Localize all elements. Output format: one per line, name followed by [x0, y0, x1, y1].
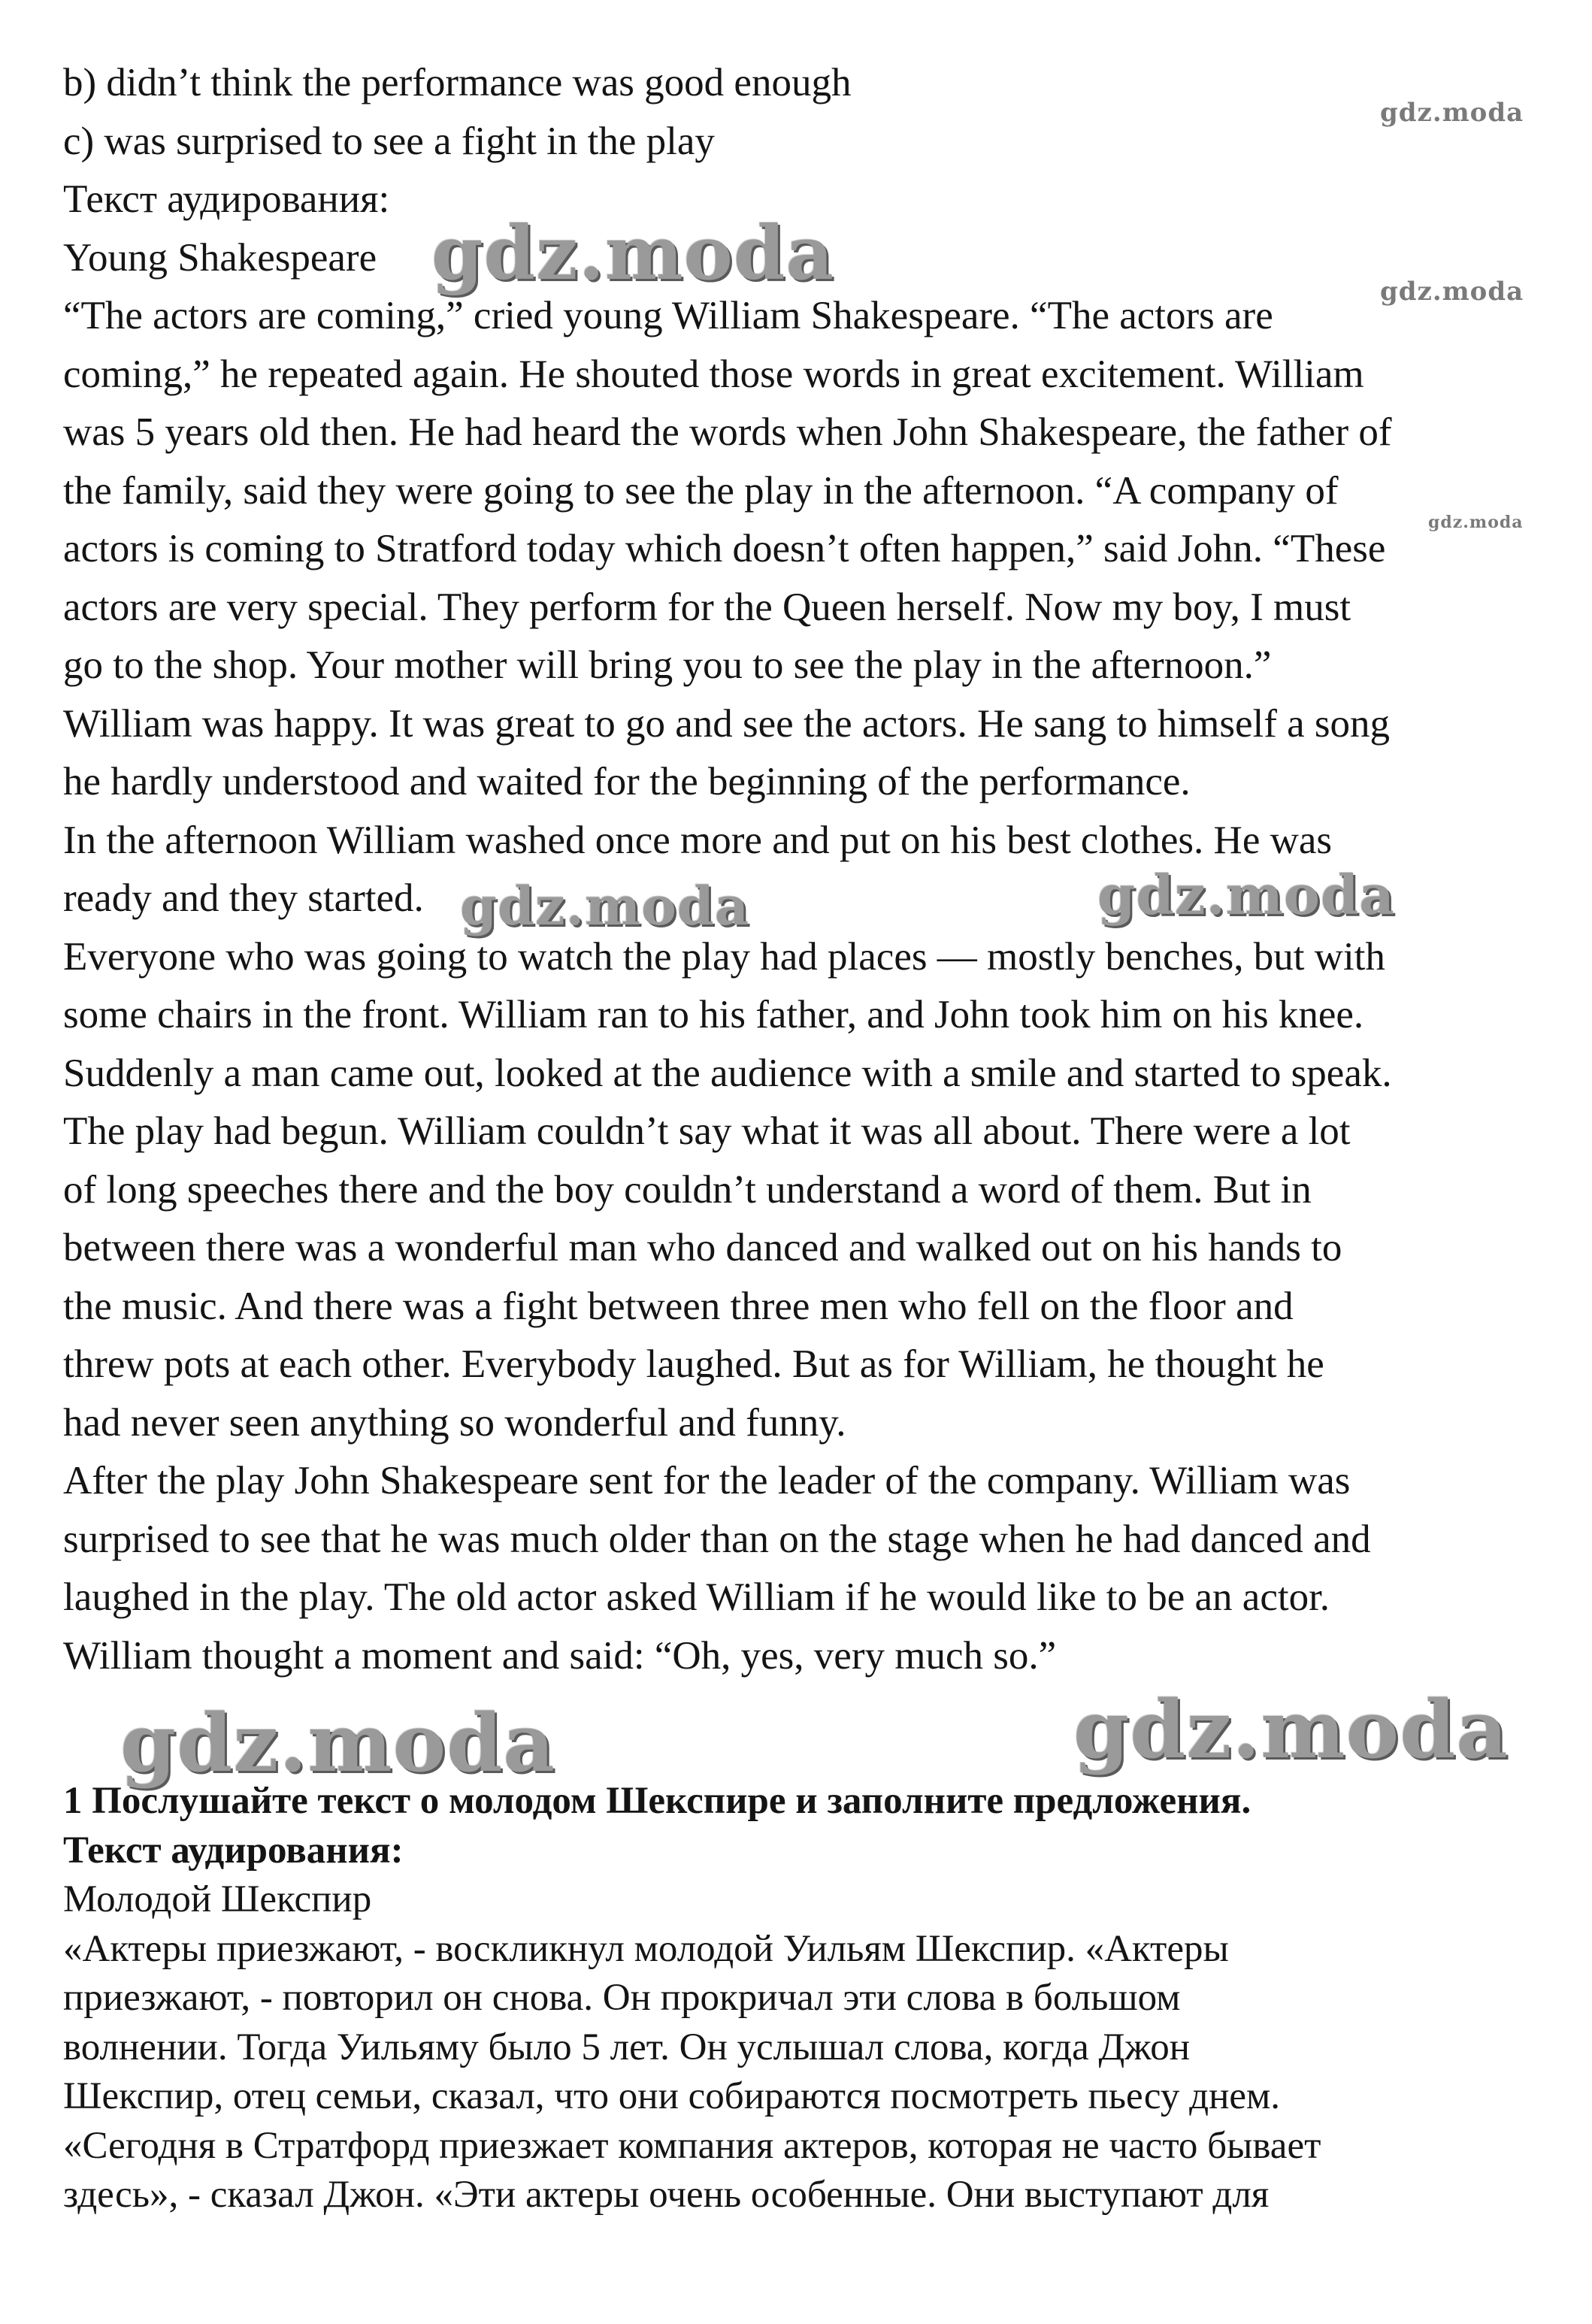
watermark: gdz.moda: [1380, 98, 1524, 128]
document-content: [63, 54, 1559, 2220]
text-line: c) was surprised to see a fight in the play: [63, 119, 715, 163]
russian-section: [63, 1777, 1559, 2220]
text-line: “The actors are coming,” cried young William Shakespeare. “The actors are: [63, 294, 1273, 337]
text-line: was 5 years old then. He had heard the words when John Shakespeare, the father of: [63, 410, 1392, 454]
text-line: threw pots at each other. Everybody laughed. But as for William, he thought he: [63, 1342, 1324, 1386]
watermark: gdz.moda: [1073, 1682, 1509, 1776]
text-line: surprised to see that he was much older than on the stage when he had danced and: [63, 1517, 1371, 1561]
text-line: ready and they started.: [63, 876, 424, 920]
text-line: приезжают, - повторил он снова. Он прокричал эти слова в большом: [63, 1977, 1181, 2019]
text-line: «Актеры приезжают, - воскликнул молодой Уильям Шекспир. «Актеры: [63, 1927, 1229, 1970]
text-line: actors are very special. They perform for the Queen herself. Now my boy, I must: [63, 585, 1351, 629]
watermark: gdz.moda: [1428, 513, 1524, 532]
watermark: gdz.moda: [1380, 277, 1524, 307]
text-line: Текст аудирования:: [63, 177, 390, 221]
text-line: Шекспир, отец семьи, сказал, что они собираются посмотреть пьесу днем.: [63, 2075, 1281, 2117]
text-line: William thought a moment and said: “Oh, yes, very much so.”: [63, 1633, 1057, 1678]
watermark: gdz.moda: [431, 210, 834, 297]
text-line: The play had begun. William couldn’t say what it was all about. There were a lot: [63, 1109, 1351, 1153]
text-line: здесь», - сказал Джон. «Эти актеры очень особенные. Они выступают для: [63, 2174, 1270, 2216]
text-line: coming,” he repeated again. He shouted those words in great excitement. William: [63, 352, 1364, 396]
section-heading: 1 Послушайте текст о молодом Шекспире и заполните предложения.: [63, 1780, 1252, 1822]
text-line: волнении. Тогда Уильяму было 5 лет. Он услышал слова, когда Джон: [63, 2026, 1191, 2068]
text-line: of long speeches there and the boy couldn’t understand a word of them. But in: [63, 1167, 1312, 1212]
text-line: he hardly understood and waited for the beginning of the performance.: [63, 760, 1191, 803]
text-line: Suddenly a man came out, looked at the audience with a smile and started to speak.: [63, 1051, 1392, 1095]
text-line: laughed in the play. The old actor asked William if he would like to be an actor.: [63, 1575, 1330, 1619]
text-line: some chairs in the front. William ran to his father, and John took him on his knee.: [63, 993, 1364, 1036]
text-line: go to the shop. Your mother will bring you to see the play in the afternoon.”: [63, 643, 1272, 687]
text-line: After the play John Shakespeare sent for the leader of the company. William was: [63, 1459, 1351, 1502]
story-title-ru: Молодой Шекспир: [63, 1878, 372, 1920]
text-line: b) didn’t think the performance was good enough: [63, 61, 852, 104]
section-subheading: Текст аудирования:: [63, 1829, 404, 1872]
watermark: gdz.moda: [120, 1696, 555, 1790]
story-title: Young Shakespeare: [63, 235, 377, 280]
text-line: actors is coming to Stratford today which doesn’t often happen,” said John. “These: [63, 527, 1386, 570]
watermark: gdz.moda: [460, 875, 750, 937]
text-line: William was happy. It was great to go and see the actors. He sang to himself a song: [63, 701, 1391, 746]
text-line: the family, said they were going to see the play in the afternoon. “A company of: [63, 468, 1339, 513]
text-line: Everyone who was going to watch the play had places — mostly benches, but with: [63, 934, 1385, 979]
text-line: between there was a wonderful man who danced and walked out on his hands to: [63, 1226, 1342, 1269]
text-line: In the afternoon William washed once more and put on his best clothes. He was: [63, 818, 1333, 862]
text-line: the music. And there was a fight between three men who fell on the floor and: [63, 1284, 1294, 1328]
text-line: «Сегодня в Стратфорд приезжает компания актеров, которая не часто бывает: [63, 2124, 1321, 2167]
watermark: gdz.moda: [1097, 863, 1395, 927]
text-line: had never seen anything so wonderful and funny.: [63, 1400, 846, 1445]
